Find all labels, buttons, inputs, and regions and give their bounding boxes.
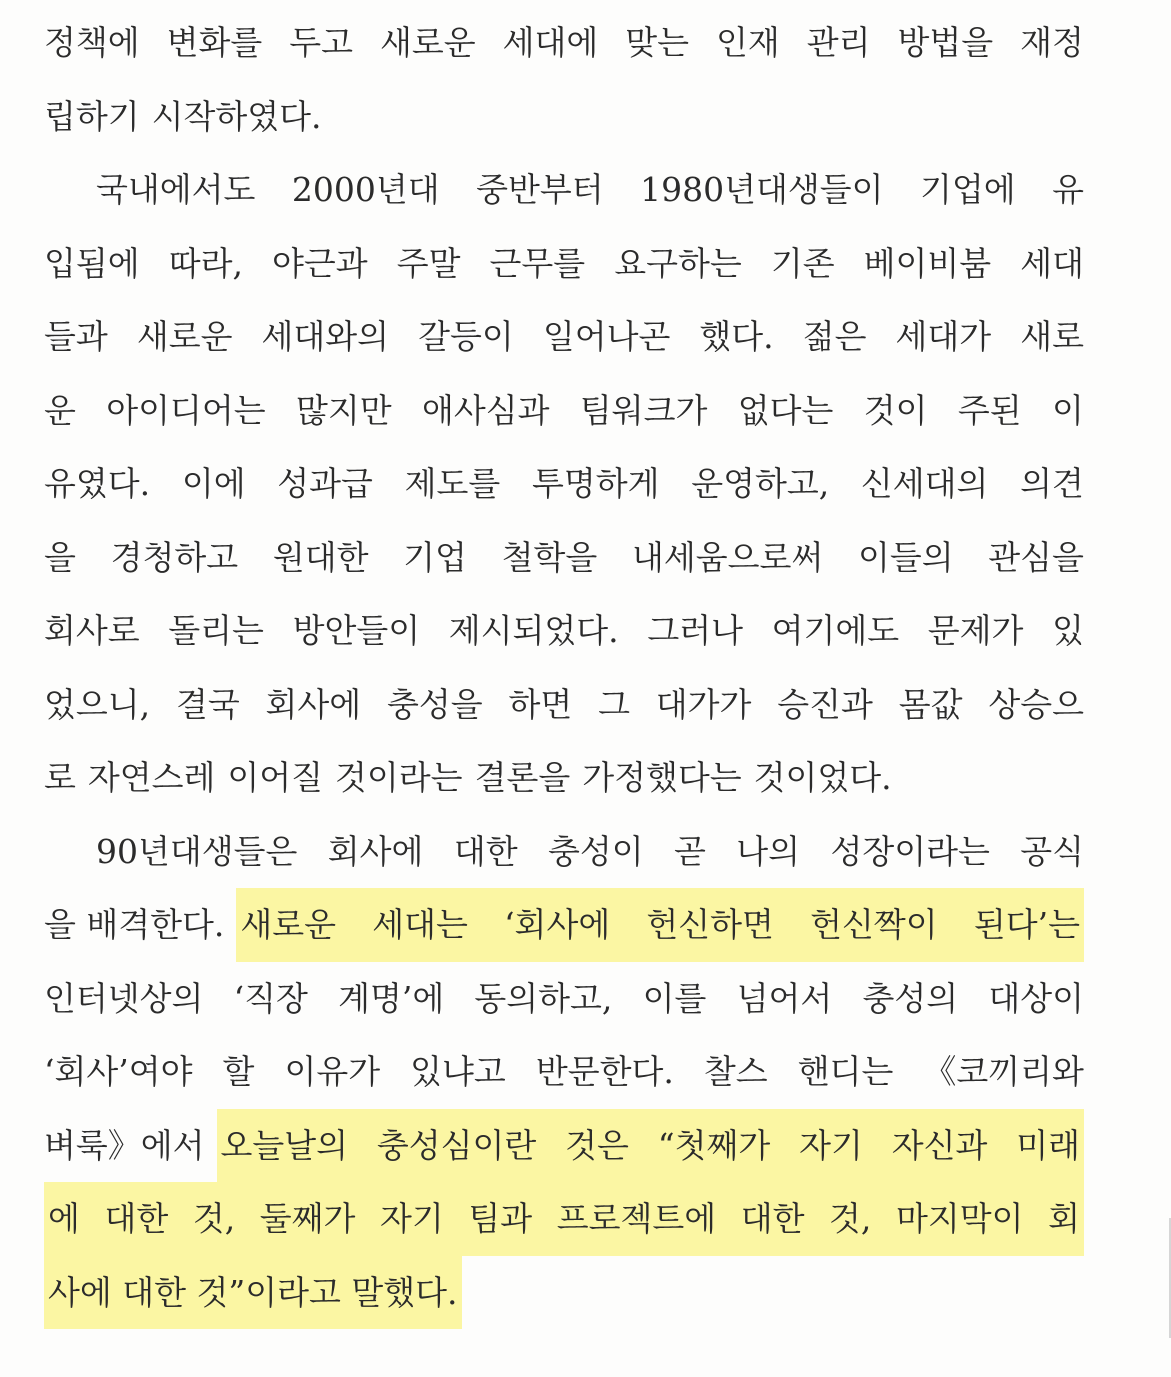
text-line: 운 아이디어는 많지만 애사심과 팀워크가 없다는 것이 주된 이 [44,390,1084,430]
plain-text: 벼룩》에서 [44,1125,205,1165]
text-line: 로 자연스레 이어질 것이라는 결론을 가정했다는 것이었다. [44,758,892,797]
text-line: 들과 새로운 세대와의 갈등이 일어나곤 했다. 젊은 세대가 새로 [44,317,1084,356]
highlighted-text: 새로운 세대는 ‘회사에 헌신하면 헌신짝이 된다’는 [236,888,1084,962]
highlighted-text: 오늘날의 충성심이란 것은 “첫째가 자기 자신과 미래 [217,1109,1084,1183]
text-line: 정책에 변화를 두고 새로운 세대에 맞는 인재 관리 방법을 재정 [44,23,1084,62]
text-line: 인터넷상의 ‘직장 계명’에 동의하고, 이를 넘어서 충성의 대상이 [44,978,1084,1018]
plain-text: 을 배격한다. [44,905,225,944]
text-line: 회사로 돌리는 방안들이 제시되었다. 그러나 여기에도 문제가 있 [44,611,1084,650]
text-line: 90년대생들은 회사에 대한 충성이 곧 나의 성장이라는 공식 [96,831,1084,871]
text-line: ‘회사’여야 할 이유가 있냐고 반문한다. 찰스 핸디는 《코끼리와 [44,1052,1084,1091]
text-line [44,1182,1084,1256]
highlighted-text: 사에 대한 것”이라고 말했다. [44,1256,462,1330]
text-line [44,1256,1084,1330]
text-line: 었으니, 결국 회사에 충성을 하면 그 대가가 승진과 몸값 상승으 [44,684,1084,724]
text-line [44,888,1084,962]
text-line [44,1109,1084,1183]
highlighted-text: 에 대한 것, 둘째가 자기 팀과 프로젝트에 대한 것, 마지막이 회 [44,1182,1084,1256]
text-line: 유였다. 이에 성과급 제도를 투명하게 운영하고, 신세대의 의견 [44,464,1084,503]
body-text [44,6,1084,1329]
text-line: 립하기 시작하였다. [44,96,322,136]
text-line: 을 경청하고 원대한 기업 철학을 내세움으로써 이들의 관심을 [44,537,1084,577]
text-line: 국내에서도 2000년대 중반부터 1980년대생들이 기업에 유 [96,170,1084,209]
text-line: 입됨에 따라, 야근과 주말 근무를 요구하는 기존 베이비붐 세대 [44,243,1084,283]
